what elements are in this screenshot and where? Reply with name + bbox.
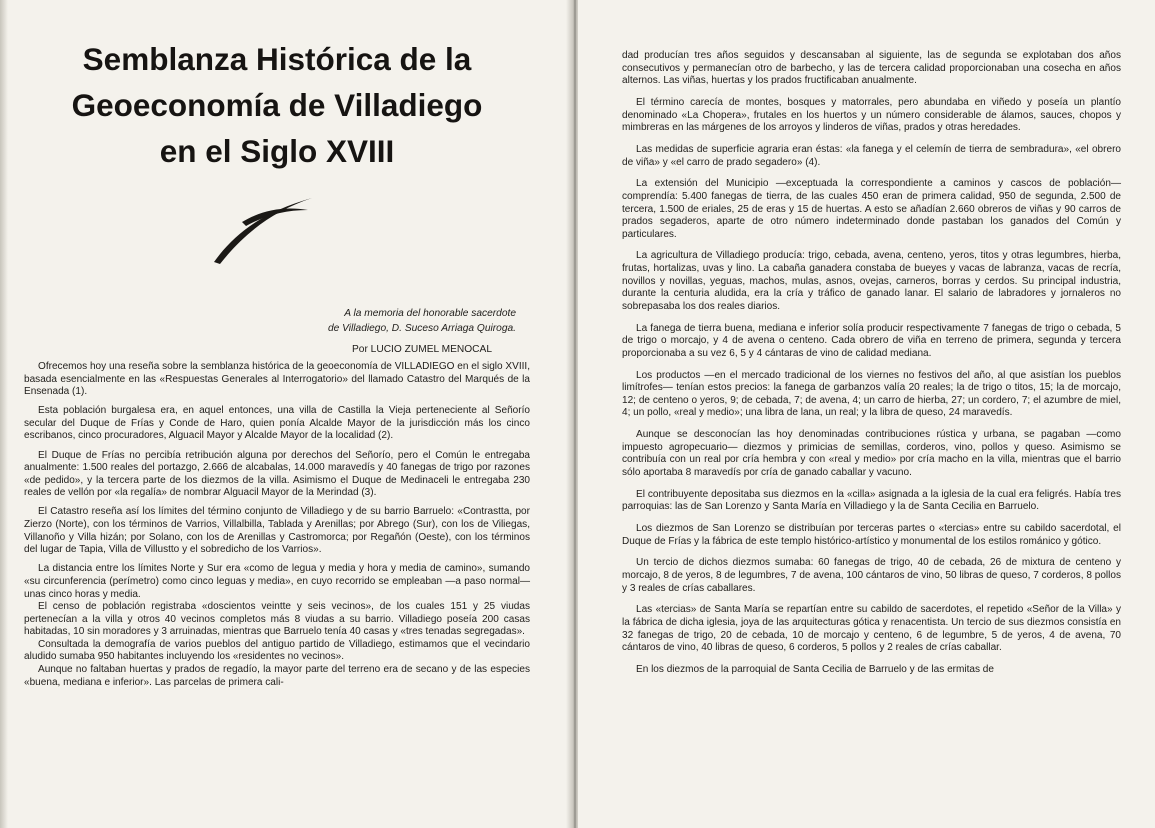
title-line: Geoeconomía de Villadiego (71, 87, 483, 123)
dedication (24, 306, 516, 336)
dedication-line: A la memoria del honorable sacerdote (344, 308, 516, 319)
paragraph: Aunque se desconocían las hoy denominadas contribuciones rústica y urbana, se pagaban —como impuesto agropecuario— diezmos y primicias de semillas, corderos, vino, pollos y queso. Asimismo se contribuía con un real por cría hembra y con «real y medio» por cría macho en la villa, mientras que el barrio sólo aportaba 8 maravedís por cría de ganado caballar y vacuno. (622, 429, 1121, 478)
paragraph: Los productos —en el mercado tradicional de los viernes no festivos del año, al que asistían los pueblos limítrofes— tenían estos precios: la fanega de garbanzos valía 20 reales; la de trigo o titos, 15; la de morcajo, 12; de centeno o yeros, 9; de cebada, 7; de avena, 4; un carro de hierba, 27; un cordero, 7; el azumbre de miel, 4; un pollo, «real y medio»; una libra de lana, un real; y la libra de queso, 24 maravedís. (622, 369, 1121, 419)
swoosh-ornament-icon (212, 194, 322, 266)
paragraph: dad producían tres años seguidos y descansaban al siguiente, las de segunda se explotaban dos años consecutivos y permanecían otro de barbecho, y las de tercera calidad proporcionaban una cosecha en años alternos. Las viñas, huertas y los prados fructificaban anualmente. (622, 50, 1121, 87)
paragraph: Aunque no faltaban huertas y prados de regadío, la mayor parte del terreno era de secano y de las especies «buena, mediana e inferior». Las parcelas de primera cali- (24, 664, 530, 688)
paragraph: El Catastro reseña así los límites del término conjunto de Villadiego y de su barrio Barruelo: «Contrastta, por Zierzo (Norte), con los términos de Varrios, Villalbilla, Tablada y Arenillas; por Abrego (Sur), con los de Viliegas, Villanoño y Villa hizán; por Solano, con los de Arenillas y Castromorca; por Regañón (Oeste), con los términos del lugar de Tapia, Villa de Villustto y el sobredicho de los Varrios». (24, 506, 530, 556)
paragraph: Consultada la demografía de varios pueblos del antiguo partido de Villadiego, estimamos que el vecindario aludido sumaba 950 habitantes incluyendo los «residentes no vecinos». (24, 638, 530, 663)
paragraph: Ofrecemos hoy una reseña sobre la semblanza histórica de la geoeconomía de VILLADIEGO en el siglo XVIII, basada esencialmente en las «Respuestas Generales al Interrogatorio» del llamado Catastro del Marqués de la Ensenada (1). (24, 361, 530, 398)
paragraph: Esta población burgalesa era, en aquel entonces, una villa de Castilla la Vieja perteneciente al Señorío secular del Duque de Frías y Conde de Haro, quien ponía Alcalde Mayor de la jurisdicción más los cinco escribanos, cinco procuradores, Alguacil Mayor y Alcalde Mayor de la localidad (2). (24, 405, 530, 442)
paragraph: La agricultura de Villadiego producía: trigo, cebada, avena, centeno, yeros, titos y otras legumbres, hierba, frutas, hortalizas, uvas y lino. La cabaña ganadera constaba de bueyes y vacas de labranza, vacas de recría, novillos y novillas, yeguas, machos, mulas, asnos, ovejas, carneros, borras y cerdos. Su principal industria, durante la centuria aludida, era la cría y tráfico de ganado lanar. El salario de labradores y jornaleros no sobrepasaba los dos reales diarios. (622, 250, 1121, 312)
title-line: en el Siglo XVIII (159, 133, 395, 169)
paragraph: Las medidas de superficie agraria eran éstas: «la fanega y el celemín de tierra de sembradura», «el obrero de viña» y «el carro de prado segadero» (4). (622, 143, 1121, 168)
page-edge-shadow (0, 0, 8, 828)
paragraph: El censo de población registraba «doscientos veintte y seis vecinos», de los cuales 151 y 25 viudas pertenecían a la villa y otros 40 vecinos completos más 8 viudas a su barrio. Villadiego poseía 200 casas habitadas, 10 sin moradores y 3 arruinadas, mientras que Barruelo tenía 40 casas y «tres tenadas segregadas». (24, 601, 530, 638)
paragraph: La distancia entre los límites Norte y Sur era «como de legua y media y hora y media de camino», sumando «su circunferencia (perímetro) como cinco leguas y media», en cuyo recorrido se empleaban —a paso normal— unas cinco horas y media. (24, 563, 530, 600)
paragraph: El contribuyente depositaba sus diezmos en la «cilla» asignada a la iglesia de la cual era feligrés. Había tres parroquias: las de San Lorenzo y Santa María en Villadiego y la de Santa Cecilia en Barruelo. (622, 488, 1121, 513)
paragraph: El término carecía de montes, bosques y matorrales, pero abundaba en viñedo y poseía un plantío denominado «La Chopera», frutales en los huertos y un número considerable de álamos, sauces, chopos y mimbreras en las márgenes de los arroyos y linderos de viñas, prados y otras heredades. (622, 96, 1121, 134)
dedication-line: de Villadiego, D. Suceso Arriaga Quiroga. (327, 323, 516, 334)
author-byline: Por LUCIO ZUMEL MENOCAL (351, 344, 492, 355)
left-body-text (24, 361, 530, 689)
right-page (578, 0, 1155, 828)
paragraph: Los diezmos de San Lorenzo se distribuían por terceras partes o «tercias» entre su cabildo sacerdotal, el Duque de Frías y la fábrica de este templo histórico-artístico y monumental de los estilos románico y gótico. (622, 523, 1121, 547)
paragraph: En los diezmos de la parroquial de Santa Cecilia de Barruelo y de las ermitas de (636, 664, 994, 675)
title-line: Semblanza Histórica de la (82, 41, 472, 77)
paragraph: La fanega de tierra buena, mediana e inferior solía producir respectivamente 7 fanegas de trigo o cebada, 5 de trigo o morcajo, y 4 de avena o centeno. Cada obrero de viña en terreno de primera, segunda y tercera proporcionaba a su vez 6, 5 y 4 cántaras de vino de calidad mediana. (622, 322, 1121, 359)
paragraph: Las «tercias» de Santa María se repartían entre su cabildo de sacerdotes, el repetido «Señor de la Villa» y la fábrica de dicha iglesia, joya de las arquitecturas gótica y renacentista. Un tercio de sus diezmos consistía en 32 fanegas de trigo, 20 de cebada, 10 de morcajo y centeno, 6 de legumbre, 5 de yeros, 4 de avena, 70 cántaros de vino, 40 libras de queso, 6 corderos, 5 pollos y 2 reales de crías caballar. (622, 604, 1121, 654)
paragraph: Un tercio de dichos diezmos sumaba: 60 fanegas de trigo, 40 de cebada, 26 de mixtura de centeno y morcajo, 8 de yeros, 8 de legumbres, 7 de avena, 100 cántaros de vino, 50 libras de queso, 7 corderos, 8 pollos y 3 reales de crías caballares. (622, 557, 1121, 594)
paragraph: El Duque de Frías no percibía retribución alguna por derechos del Señorío, pero el Común le entregaba anualmente: 1.500 reales del portazgo, 2.666 de alcabalas, 14.000 maravedís y 40 fanegas de trigo por razones «de pedido», y la tercera parte de los diezmos de la villa. Asimismo el Duque de Medinaceli le entregaba 230 reales de vellón por «la regalía» de nombrar Alguacil Mayor de la Merindad (3). (24, 449, 530, 499)
paragraph: La extensión del Municipio —exceptuada la correspondiente a caminos y cascos de población— comprendía: 5.400 fanegas de tierra, de las cuales 450 eran de primera calidad, 950 de segunda, 2.500 de tercera, 1.500 de eriales, 25 de eras y 15 de huertas. A esto se añadían 2.660 obreros de viñas y 90 carros de prados segaderos, aparte de otro número indeterminado donde pastaban los ganados del Común y particulares. (622, 178, 1121, 240)
left-page (0, 0, 572, 828)
article-title (24, 36, 530, 174)
